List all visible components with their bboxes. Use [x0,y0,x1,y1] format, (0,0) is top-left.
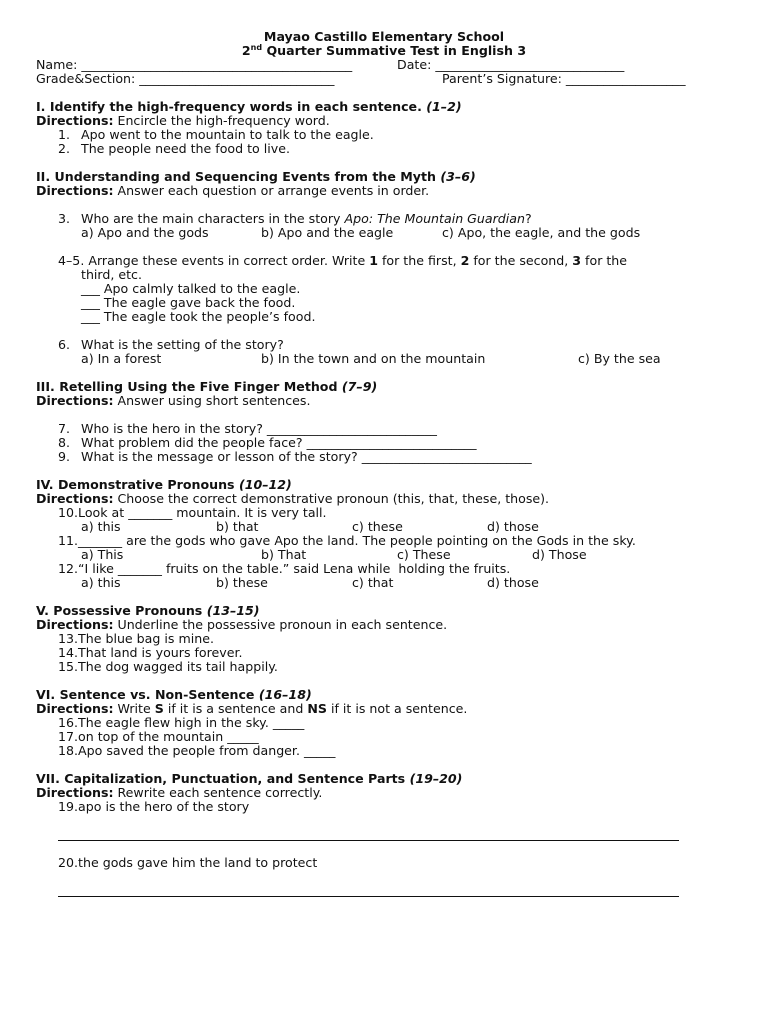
section-4-directions [36,492,549,506]
option-d[interactable]: d) those [487,575,539,590]
grade-section-field[interactable]: Grade&Section: _______________________________ [36,71,335,86]
question-18[interactable]: 18.Apo saved the people from danger. _____ [58,743,336,758]
q45-text-c: for the second, [469,253,573,268]
option-b[interactable]: b) these [216,575,268,590]
question-4-5-continued: third, etc. [81,267,142,282]
question-2: The people need the food to live. [81,141,290,156]
question-6: What is the setting of the story? [81,337,284,352]
section-5-directions [36,618,447,632]
question-4-5 [58,254,627,268]
question-19: 19.apo is the hero of the story [58,799,250,814]
section-7-directions [36,786,322,800]
section-6-title: VI. Sentence vs. Non-Sentence [36,687,255,702]
q45-text-d: for the [581,253,628,268]
section-2-range: (3–6) [440,169,476,184]
section-2-title: II. Understanding and Sequencing Events from the Myth [36,169,436,184]
section-1-range: (1–2) [426,99,462,114]
section-6-heading [36,688,312,702]
directions-label: Directions: [36,183,114,198]
directions-label: Directions: [36,785,114,800]
story-title: Apo: The Mountain Guardian [344,211,526,226]
answer-line-20[interactable] [58,896,679,897]
question-3-end: ? [525,211,532,226]
section-1-directions [36,114,330,128]
directions-text-b: if it is a sentence and [163,701,308,716]
section-7-heading [36,772,462,786]
section-7-title: VII. Capitalization, Punctuation, and Sentence Parts [36,771,406,786]
q45-text-b: for the first, [377,253,461,268]
directions-text: Rewrite each sentence correctly. [113,785,323,800]
directions-label: Directions: [36,491,114,506]
directions-label: Directions: [36,701,114,716]
question-11: 11._______ are the gods who gave Apo the land. The people pointing on the Gods in the sky. [58,533,636,548]
option-a[interactable]: a) this [81,519,121,534]
sequence-item[interactable]: ___ The eagle took the people’s food. [81,309,316,324]
test-title-text: Quarter Summative Test in English 3 [262,43,527,58]
directions-text: Answer using short sentences. [113,393,311,408]
quarter-suffix: nd [250,43,263,52]
section-2-heading [36,170,476,184]
option-d[interactable]: d) Those [532,547,587,562]
question-10: 10.Look at _______ mountain. It is very tall. [58,505,327,520]
question-13: 13.The blue bag is mine. [58,631,214,646]
question-1: Apo went to the mountain to talk to the eagle. [81,127,374,142]
section-3-range: (7–9) [341,379,378,394]
directions-text: Underline the possessive pronoun in each sentence. [113,617,448,632]
item-number: 9. [58,449,71,464]
option-c[interactable]: c) Apo, the eagle, and the gods [442,225,641,240]
q45-number-3: 3 [572,253,582,268]
section-6-range: (16–18) [258,687,312,702]
option-b[interactable]: b) In the town and on the mountain [261,351,486,366]
section-4-range: (10–12) [238,477,292,492]
question-12: 12.“I like _______ fruits on the table.” said Lena while holding the fruits. [58,561,511,576]
date-field[interactable]: Date: ______________________________ [397,57,625,72]
item-number: 6. [58,337,71,352]
item-number: 3. [58,211,71,226]
option-a[interactable]: a) Apo and the gods [81,225,209,240]
q45-text-a: 4–5. Arrange these events in correct order. Write [58,253,370,268]
question-17[interactable]: 17.on top of the mountain _____ [58,729,259,744]
directions-text-c: if it is not a sentence. [326,701,468,716]
directions-label: Directions: [36,617,114,632]
section-2-directions [36,184,429,198]
option-c[interactable]: c) these [352,519,403,534]
directions-label: Directions: [36,113,114,128]
question-14: 14.That land is yours forever. [58,645,243,660]
test-title [0,44,768,58]
option-c[interactable]: c) By the sea [578,351,661,366]
section-1-title: I. Identify the high-frequency words in each sentence. [36,99,422,114]
sentence-code: S [154,701,164,716]
section-5-title: V. Possessive Pronouns [36,603,203,618]
section-4-title: IV. Demonstrative Pronouns [36,477,235,492]
question-9[interactable]: What is the message or lesson of the story? ___________________________ [81,449,532,464]
directions-text: Answer each question or arrange events in order. [113,183,430,198]
question-3-text: Who are the main characters in the story [81,211,345,226]
answer-line-19[interactable] [58,840,679,841]
directions-text: Choose the correct demonstrative pronoun (this, that, these, those). [113,491,550,506]
question-20: 20.the gods gave him the land to protect [58,855,318,870]
section-3-title: III. Retelling Using the Five Finger Method [36,379,338,394]
option-c[interactable]: c) that [352,575,394,590]
section-3-directions [36,394,310,408]
sequence-item[interactable]: ___ Apo calmly talked to the eagle. [81,281,301,296]
section-3-heading [36,380,377,394]
directions-text-a: Write [113,701,155,716]
q45-number-1: 1 [369,253,378,268]
item-number: 7. [58,421,71,436]
parent-signature-field[interactable]: Parent’s Signature: ___________________ [442,71,686,86]
item-number: 2. [58,141,71,156]
section-6-directions [36,702,467,716]
option-b[interactable]: b) That [261,547,307,562]
question-7[interactable]: Who is the hero in the story? ___________________________ [81,421,437,436]
school-name: Mayao Castillo Elementary School [263,29,505,44]
option-b[interactable]: b) that [216,519,259,534]
sequence-item[interactable]: ___ The eagle gave back the food. [81,295,296,310]
item-number: 1. [58,127,71,142]
section-4-heading [36,478,292,492]
section-5-heading [36,604,260,618]
question-15: 15.The dog wagged its tail happily. [58,659,278,674]
section-1-heading [36,100,462,114]
non-sentence-code: NS [307,701,327,716]
directions-text: Encircle the high-frequency word. [113,113,330,128]
option-d[interactable]: d) those [487,519,539,534]
directions-label: Directions: [36,393,114,408]
option-c[interactable]: c) These [397,547,451,562]
question-16[interactable]: 16.The eagle flew high in the sky. _____ [58,715,305,730]
option-a[interactable]: a) This [81,547,124,562]
option-a[interactable]: a) this [81,575,121,590]
question-8[interactable]: What problem did the people face? ___________________________ [81,435,477,450]
section-7-range: (19–20) [409,771,463,786]
q45-number-2: 2 [460,253,470,268]
item-number: 8. [58,435,71,450]
quarter-number: 2 [241,43,251,58]
option-a[interactable]: a) In a forest [81,351,162,366]
question-3 [81,212,532,226]
name-field[interactable]: Name: ___________________________________________ [36,57,353,72]
section-5-range: (13–15) [206,603,260,618]
option-b[interactable]: b) Apo and the eagle [261,225,394,240]
